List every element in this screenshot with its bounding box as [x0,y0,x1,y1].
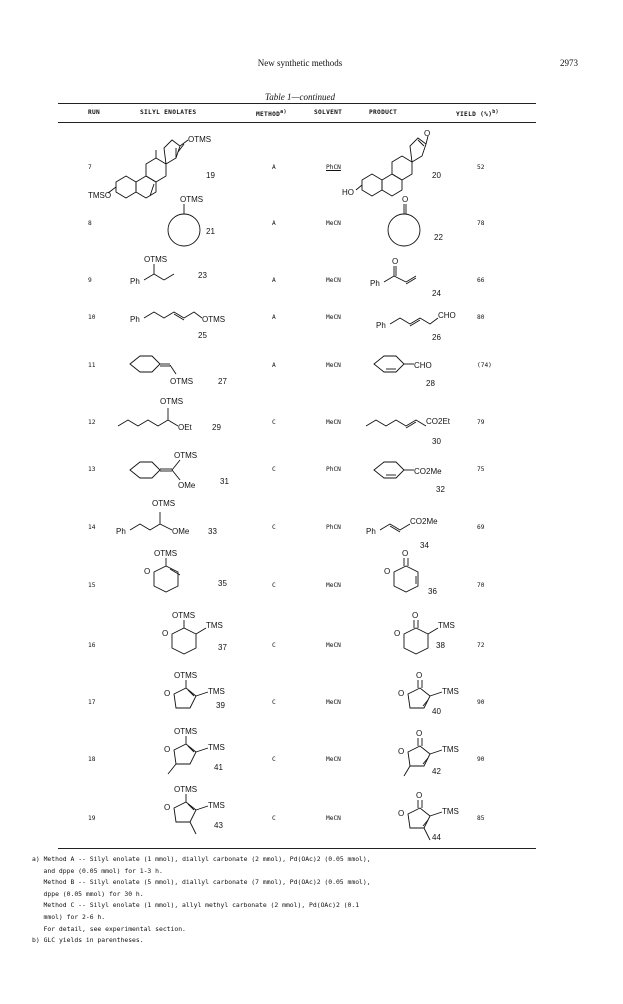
enolate-label-otms: OTMS [174,451,198,460]
compound-number: 35 [218,579,227,588]
ketene-acetal-enolate-structure [116,392,236,436]
enolate-label-otms: OTMS [174,785,198,794]
product-label-o: O [424,129,431,138]
enone-product-structure [370,254,470,298]
solvent: MeCN [326,756,341,763]
footnote-b-line: b) GLC yields in parentheses. [32,936,144,945]
product-label-co2me: CO2Me [414,467,442,476]
enolate-label-o: O [164,803,171,812]
enolate-label-tms: TMS [208,687,225,696]
product-label-o-carbonyl: O [416,671,423,680]
enolate-label-otms: OTMS [180,195,204,204]
footnote-a-line: and dppe (0.05 mmol) for 1-3 h. [43,866,163,875]
table-bottom-rule [58,848,536,849]
method: A [272,220,276,227]
compound-number: 37 [218,643,227,652]
method: C [272,419,276,426]
solvent: MeCN [326,419,341,426]
yield: 70 [477,582,485,589]
compound-number: 26 [432,333,441,342]
yield: 80 [477,314,485,321]
yield: 52 [477,164,485,171]
compound-number: 21 [206,227,215,236]
run-number: 19 [88,815,96,822]
silyl-pyranone-product-structure [390,610,480,666]
phenylpropanoate-ketene-acetal-structure [116,496,236,542]
dihydropyran-silyl-enolate-structure [140,549,240,606]
compound-number: 41 [214,763,223,772]
compound-number: 30 [432,437,441,446]
enolate-label-tms: TMS [208,743,225,752]
yield: 85 [477,815,485,822]
footnote-a-line: mmol) for 2-6 h. [43,912,106,921]
col-header-product: PRODUCT [369,109,398,116]
product-label-tms: TMS [442,687,459,696]
enolate-label-otms: OTMS [174,727,198,736]
compound-number: 38 [436,641,445,650]
propiophenone-enolate-structure [130,254,230,294]
footnote-a-line: a) Method A -- Silyl enolate (1 mmol), diallyl carbonate (2 mmol), Pd(OAc)2 (0.05 mmol), [32,855,371,863]
product-label-o-ring: O [398,809,405,818]
product-label-o: O [402,195,409,204]
product-label-tms: TMS [438,621,455,630]
silyl-butenolide-product-structure [392,668,485,724]
compound-number: 22 [434,233,443,242]
product-label-o-carbonyl: O [416,729,423,738]
solvent: PhCN [326,524,341,531]
enolate-label-tms: TMS [206,621,223,630]
enolate-label-otms: OTMS [144,255,168,264]
compound-number: 31 [220,477,229,486]
enolate-label-ph: Ph [130,277,140,286]
product-label-o-ring: O [398,747,405,756]
solvent: MeCN [326,220,341,227]
table-header-rule [58,122,536,123]
product-label-ph: Ph [370,279,380,288]
solvent: MeCN [326,582,341,589]
compound-number: 25 [198,331,207,340]
compound-number: 44 [432,833,441,842]
cyclohexene-ester-product-structure [368,452,478,496]
enolate-label-tmso: TMSO [88,191,112,200]
product-label-o-carbonyl: O [412,611,419,620]
method: C [272,642,276,649]
method: A [272,277,276,284]
solvent: MeCN [326,314,341,321]
footnote-a-line: Method C -- Silyl enolate (1 mmol), allyl methyl carbonate (2 mmol), Pd(OAc)2 (0.1 [43,901,360,910]
col-header-yield: YIELD (%)$^{b)}$ [456,109,499,119]
run-number: 18 [88,756,96,763]
enolate-label-o: O [162,629,169,638]
yield: 90 [477,699,485,706]
compound-number: 27 [218,377,227,386]
product-label-tms: TMS [442,745,459,754]
col-header-run: RUN [88,109,101,116]
compound-number: 29 [212,423,221,432]
enolate-label-otms: OTMS [152,499,176,508]
method: C [272,466,276,473]
compound-number: 20 [432,171,441,180]
yield: 90 [477,756,485,763]
compound-number: 42 [432,767,441,776]
dienal-product-structure [376,306,476,346]
enolate-label-otms: OTMS [160,397,184,406]
enolate-label-otms: OTMS [202,315,226,324]
method: A [272,164,276,171]
enolate-label-ome: OMe [172,527,190,536]
solvent: MeCN [326,699,341,706]
compound-number: 23 [198,271,207,280]
cyclohexylidene-enolate-structure [124,350,234,390]
unsaturated-ester-product-structure [364,404,484,448]
enolate-label-ph: Ph [116,527,126,536]
enolate-label-ome: OMe [178,481,196,490]
method: A [272,362,276,369]
compound-number: 36 [428,587,437,596]
method: C [272,756,276,763]
page-number: 2973 [560,58,578,68]
dimethyl-silyl-butenolide-product-structure [392,788,486,850]
run-number: 13 [88,466,96,473]
col-header-silyl-enolates: SILYL ENOLATES [140,109,197,116]
solvent: MeCN [326,362,341,369]
enolate-label-o: O [164,689,171,698]
steroid-silyl-enolate-structure [88,130,248,202]
run-number: 16 [88,642,96,649]
dienol-silyl-ether-structure [130,306,240,342]
run-number: 11 [88,362,96,369]
footnote-a-line: For detail, see experimental section. [43,924,186,933]
yield: 72 [477,642,485,649]
silyl-dihydropyran-enolate-structure [158,610,248,666]
table-caption: Table 1—continued [265,92,335,102]
cinnamate-product-structure [366,510,476,550]
method: C [272,699,276,706]
yield: (74) [477,362,492,369]
enolate-label-tms: TMS [208,801,225,810]
enolate-label-otms: OTMS [172,611,196,620]
pyranone-product-structure [380,549,480,608]
enolate-label-otms: OTMS [154,549,178,558]
enolate-label-o: O [144,567,151,576]
product-label-cho: CHO [438,311,456,320]
cyclododecenone-product-structure [370,194,470,254]
enolate-label-o: O [164,745,171,754]
method: C [272,582,276,589]
product-label-o-ring: O [384,567,391,576]
enolate-label-ph: Ph [130,315,140,324]
run-number: 7 [88,164,92,171]
compound-number: 43 [214,821,223,830]
run-number: 9 [88,277,92,284]
solvent: MeCN [326,815,341,822]
yield: 79 [477,419,485,426]
col-header-solvent: SOLVENT [314,109,343,116]
footnote-a-line: dppe (0.05 mmol) for 30 h. [43,889,144,898]
product-label-o-ring: O [394,629,401,638]
enolate-label-otms: OTMS [188,135,212,144]
run-number: 8 [88,220,92,227]
method: A [272,314,276,321]
silyl-dihydrofuran-enolate-structure [158,668,248,724]
product-label-co2me: CO2Me [410,517,438,526]
yield: 69 [477,524,485,531]
product-label-co2et: CO2Et [426,417,451,426]
product-label-o-ring: O [398,689,405,698]
cyclododecanone-enolate-structure [150,194,250,254]
compound-number: 19 [206,171,215,180]
run-number: 17 [88,699,96,706]
steroid-product-structure [340,128,460,200]
product-label-o-carbonyl: O [416,791,423,800]
footnote-a-line: Method B -- Silyl enolate (5 mmol), diallyl carbonate (7 mmol), Pd(OAc)2 (0.05 mmol), [43,878,371,887]
product-label-ph: Ph [376,321,386,330]
compound-number: 32 [436,485,445,494]
solvent: MeCN [326,277,341,284]
yield: 66 [477,277,485,284]
cyclohexenecarbaldehyde-product-structure [368,350,468,394]
enolate-label-otms: OTMS [174,671,198,680]
solvent: MeCN [326,642,341,649]
compound-number: 40 [432,707,441,716]
method: C [272,524,276,531]
compound-number: 28 [426,379,435,388]
run-number: 10 [88,314,96,321]
compound-number: 39 [216,701,225,710]
enolate-label-otms: OTMS [170,377,194,386]
solvent: PhCN [326,466,341,473]
product-label-ho: HO [342,188,354,197]
compound-number: 33 [208,527,217,536]
run-number: 12 [88,419,96,426]
yield: 75 [477,466,485,473]
table-footnotes [32,854,602,947]
compound-number: 24 [432,289,441,298]
yield: 78 [477,220,485,227]
methyl-silyl-butenolide-product-structure [392,726,486,786]
solvent: PhCN [326,164,341,171]
product-label-ph: Ph [366,527,376,536]
product-label-tms: TMS [442,807,459,816]
product-label-cho: CHO [414,361,432,370]
run-number: 14 [88,524,96,531]
compound-number: 34 [420,541,429,550]
product-label-o: O [392,257,399,266]
cyclohexylidene-ketene-acetal-structure [124,448,234,492]
enolate-label-oet: OEt [178,423,192,432]
col-header-method: METHOD$^{a)}$ [256,109,287,119]
product-label-o-carbonyl: O [402,549,409,558]
dimethyl-silyl-dihydrofuran-enolate-structure [154,782,248,844]
run-number: 15 [88,582,96,589]
table-top-rule [58,103,536,104]
method: C [272,815,276,822]
running-title: New synthetic methods [257,58,343,68]
methyl-silyl-dihydrofuran-enolate-structure [154,724,248,784]
